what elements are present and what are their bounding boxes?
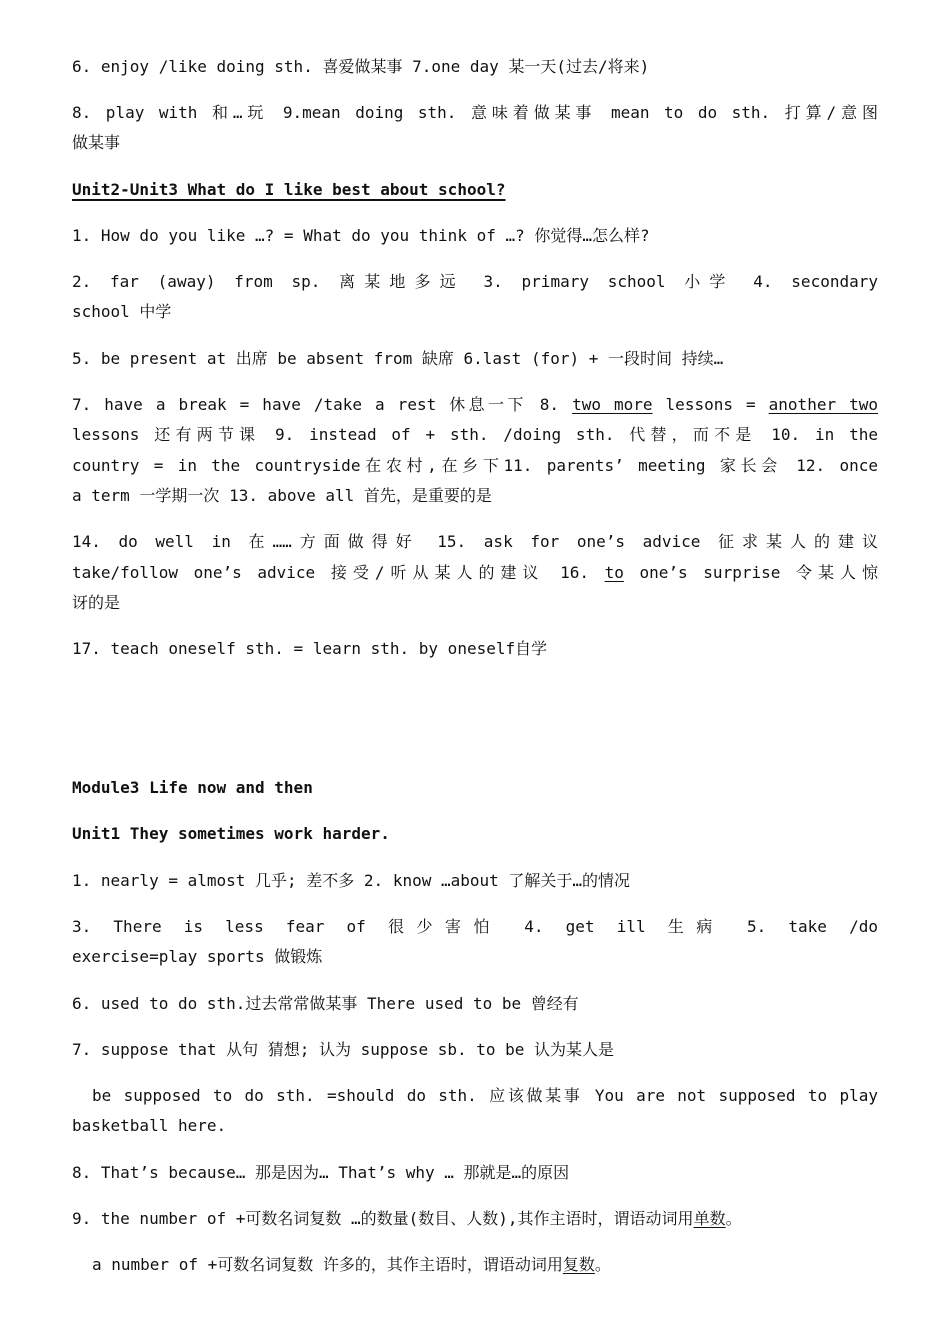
underlined-text: to <box>604 563 624 582</box>
text-line: 1. nearly = almost 几乎; 差不多 2. know …about 了解关于…的情况 <box>72 871 631 890</box>
text-line <box>72 558 878 588</box>
text-line: 14. do well in 在……方面做得好 15. ask for one’s advice 征求某人的建议 <box>72 532 878 551</box>
text-line <box>72 1250 878 1280</box>
text-span: 。 <box>594 1255 611 1274</box>
text-line: be supposed to do sth. =should do sth. 应该做某事 You are not supposed to play <box>92 1086 878 1105</box>
text-line: exercise=play sports 做锻炼 <box>72 947 323 966</box>
text-line: 6. used to do sth.过去常常做某事 There used to be 曾经有 <box>72 994 579 1013</box>
text-span: 。 <box>725 1209 742 1228</box>
text-line: 1. How do you like …? = What do you think of …? 你觉得…怎么样? <box>72 226 650 245</box>
text-line: 6. enjoy /like doing sth. 喜爱做某事 7.one day 某一天(过去/将来) <box>72 57 650 76</box>
underlined-text: two more <box>572 395 653 414</box>
text-line: 做某事 <box>72 133 121 152</box>
text-span: a number of +可数名词复数 许多的，其作主语时，谓语动词用 <box>92 1255 563 1274</box>
text-line: basketball here. <box>72 1116 227 1135</box>
text-line: a term 一学期一次 13. above all 首先，是重要的是 <box>72 486 492 505</box>
text-line: 8. That’s because… 那是因为… That’s why … 那就是…的原因 <box>72 1163 570 1182</box>
text-span: one’s surprise 令某人惊 <box>623 563 878 582</box>
text-line: 5. be present at 出席 be absent from 缺席 6.last (for) + 一段时间 持续… <box>72 349 724 368</box>
text-line: 17. teach oneself sth. = learn sth. by oneself自学 <box>72 639 548 658</box>
text-line: 7. suppose that 从句 猜想; 认为 suppose sb. to be 认为某人是 <box>72 1040 615 1059</box>
underlined-text: another two <box>768 395 879 414</box>
section-heading: Unit2-Unit3 What do I like best about school? <box>72 180 506 199</box>
text-span: take/follow one’s advice 接受/听从某人的建议 16. <box>72 563 605 582</box>
text-span: 9. the number of +可数名词复数 …的数量(数目、人数),其作主语时，谓语动词用 <box>72 1209 694 1228</box>
underlined-text: 复数 <box>562 1255 595 1274</box>
text-line: country = in the countryside在农村,在乡下11. parents’ meeting 家长会 12. once <box>72 456 878 475</box>
text-line: lessons 还有两节课 9. instead of + sth. /doing sth. 代替，而不是 10. in the <box>72 425 878 444</box>
text-line: 3. There is less fear of 很少害怕 4. get ill 生病 5. take /do <box>72 917 878 936</box>
text-span: 7. have a break = have /take a rest 休息一下 8. <box>72 395 573 414</box>
text-line: 2. far (away) from sp. 离某地多远 3. primary school 小学 4. secondary <box>72 272 878 291</box>
module-heading: Module3 Life now and then <box>72 778 313 797</box>
text-line: 8. play with 和…玩 9.mean doing sth. 意味着做某事 mean to do sth. 打算/意图 <box>72 103 878 122</box>
text-line: school 中学 <box>72 302 172 321</box>
text-span: lessons = <box>652 395 769 414</box>
text-line: 讶的是 <box>72 593 121 612</box>
underlined-text: 单数 <box>693 1209 726 1228</box>
text-line <box>72 1204 878 1234</box>
unit-heading: Unit1 They sometimes work harder. <box>72 824 390 843</box>
text-line <box>72 390 878 420</box>
